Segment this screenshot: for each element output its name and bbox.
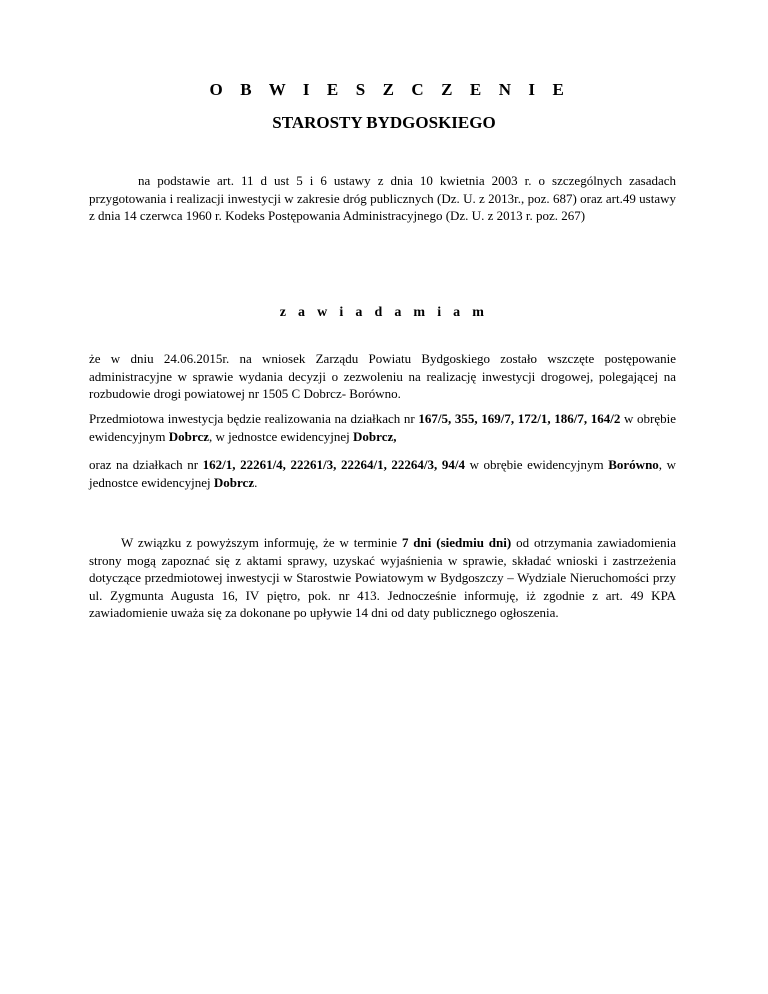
additional-precinct-lead: w obrębie ewidencyjnym: [464, 457, 609, 472]
investment-precinct-name: Dobrcz: [168, 428, 209, 444]
announcement-heading: z a w i a d a m i a m: [279, 305, 489, 320]
closing-rest-text: od otrzymania zawiadomienia strony mogą zapoznać się z aktami sprawy, uzyskać wyjaśnienia w sprawie, składać wnioski i zastrzeżenia dotyczące przedmiotowej inwestycji w Starostwie Powiatowym w Bydgoszczy – Wydziale Nieruchomości przy ul. Zygmunta Augusta 16, IV piętro, pok. nr 413. Jednocześnie informuję, iż zgodnie z art. 49 KPA zawiadomienie uważa się za dokonane po upływie 14 dni od daty publicznego ogłoszenia.: [89, 535, 676, 620]
document-subtitle: STAROSTY BYDGOSKIEGO: [272, 113, 496, 132]
investment-unit-lead: , w jednostce ewidencyjnej: [209, 428, 354, 444]
closing-paragraph: [89, 534, 676, 622]
legal-basis-paragraph: na podstawie art. 11 d ust 5 i 6 ustawy z dnia 10 kwietnia 2003 r. o szczególnych zasadach przygotowania i realizacji inwestycji w zakresie dróg publicznych (Dz. U. z 2013r., poz. 687) oraz art.49 ustawy z dnia 14 czerwca 1960 r. Kodeks Postępowania Administracyjnego (Dz. U. z 2013 r. poz. 267): [89, 173, 676, 223]
investment-parcel-numbers: 167/5, 355, 169/7, 172/1, 186/7, 164/2: [418, 411, 621, 426]
additional-unit-name: Dobrcz: [213, 474, 255, 490]
investment-lead-text: Przedmiotowa inwestycja będzie realizowania na działkach nr: [89, 411, 419, 426]
additional-end-text: .: [254, 474, 258, 490]
investment-precinct-lead: w obrębie ewidencyjnym: [89, 411, 676, 444]
notice-paragraph: że w dniu 24.06.2015r. na wniosek Zarządu Powiatu Bydgoskiego zostało wszczęte postępowanie administracyjne w sprawie wydania decyzji o zezwoleniu na realizację inwestycji drogowej, polegającej na rozbudowie drogi powiatowej nr 1505 C Dobrcz- Borówno.: [89, 351, 676, 401]
additional-unit-lead: , w jednostce ewidencyjnej: [89, 457, 677, 490]
document-title: O B W I E S Z C Z E N I E: [209, 80, 571, 99]
additional-parcels-paragraph: [89, 456, 676, 491]
additional-precinct-name: Borówno: [608, 457, 659, 472]
closing-lead-text: W związku z powyższym informuję, że w terminie: [121, 535, 402, 550]
additional-lead-text: oraz na działkach nr: [89, 457, 203, 472]
additional-parcel-numbers: 162/1, 22261/4, 22261/3, 22264/1, 22264/3, 94/4: [202, 457, 465, 472]
closing-term: 7 dni (siedmiu dni): [401, 535, 512, 550]
investment-unit-name: Dobrcz,: [353, 428, 397, 444]
investment-parcels-paragraph: [89, 410, 676, 445]
